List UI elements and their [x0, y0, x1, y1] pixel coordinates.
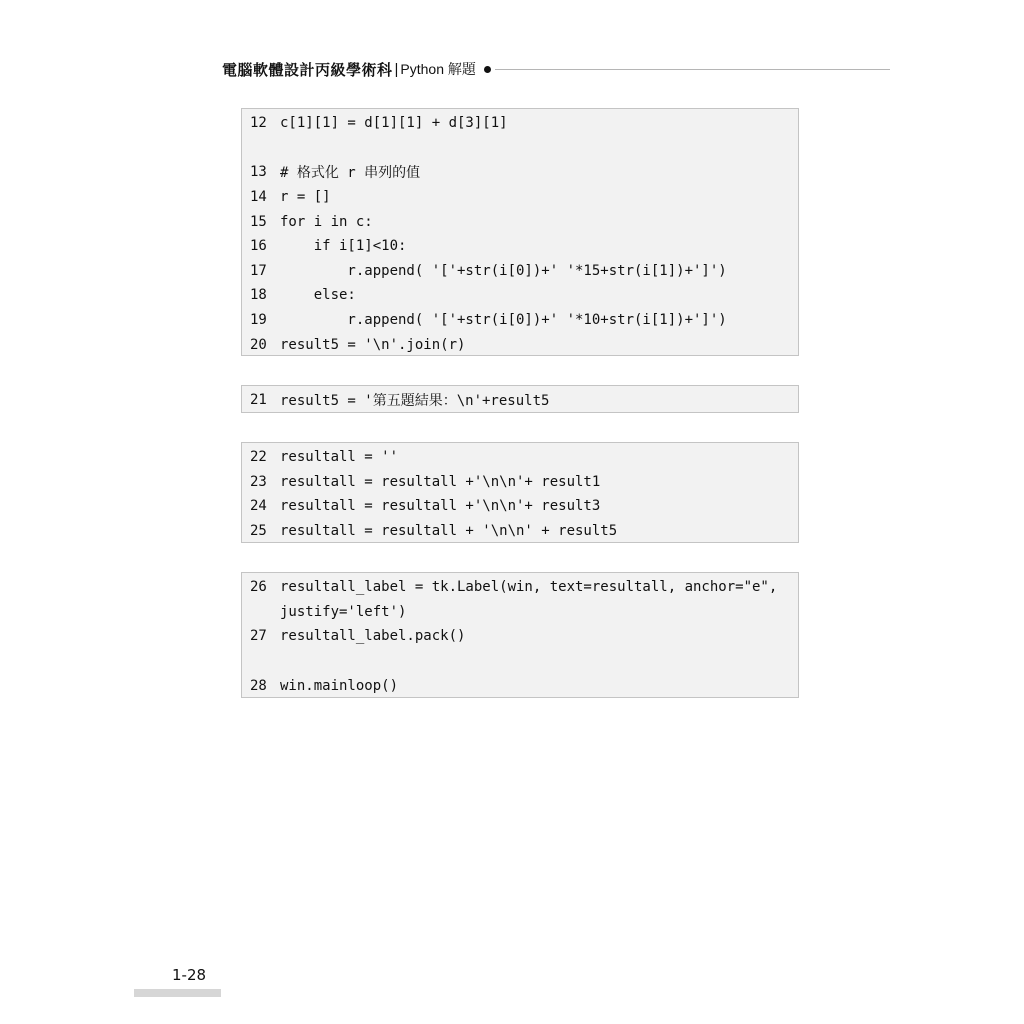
code-text: resultall_label = tk.Label(win, text=resultall, anchor="e", [280, 579, 778, 596]
line-number: 26 [250, 579, 267, 596]
code-text: r = [] [280, 189, 331, 206]
code-block-2 [241, 385, 799, 413]
code-line-blank [242, 136, 798, 161]
code-text: resultall = resultall +'\n\n'+ result1 [280, 473, 601, 490]
line-number: 17 [250, 262, 267, 279]
line-number: 19 [250, 312, 267, 329]
line-number: 27 [250, 628, 267, 645]
line-number: 25 [250, 523, 267, 540]
code-line [242, 185, 798, 210]
section-subtitle: Python 解題 [400, 61, 476, 77]
line-number: 16 [250, 238, 267, 255]
code-line [242, 209, 798, 234]
line-number: 22 [250, 449, 267, 466]
code-text: r.append( '['+str(i[0])+' '*10+str(i[1])+']') [280, 312, 727, 329]
code-line [242, 308, 798, 333]
line-number: 12 [250, 115, 267, 132]
code-text: justify='left') [280, 603, 407, 620]
code-block-4 [241, 572, 799, 698]
line-number: 28 [250, 677, 267, 694]
code-line [242, 494, 798, 519]
code-text: if i[1]<10: [280, 238, 407, 255]
line-number: 24 [250, 498, 267, 515]
page-number: 1-28 [172, 966, 207, 984]
code-line [242, 519, 798, 544]
code-line [242, 234, 798, 259]
line-number: 14 [250, 189, 267, 206]
code-line [242, 283, 798, 308]
code-line [242, 575, 798, 600]
code-line [242, 388, 798, 413]
code-text: resultall_label.pack() [280, 628, 466, 645]
code-line [242, 332, 798, 357]
page-header [222, 58, 890, 80]
line-number: 15 [250, 213, 267, 230]
code-block-1 [241, 108, 799, 356]
code-line [242, 445, 798, 470]
code-line [242, 673, 798, 698]
code-line-continuation [242, 600, 798, 625]
code-text: resultall = resultall +'\n\n'+ result3 [280, 498, 601, 515]
book-title: 電腦軟體設計丙級學術科 [222, 60, 393, 79]
line-number: 21 [250, 392, 267, 409]
code-text: resultall = '' [280, 449, 399, 466]
code-line-blank [242, 649, 798, 674]
code-line [242, 259, 798, 284]
line-number: 13 [250, 164, 267, 181]
code-line [242, 111, 798, 136]
code-text: result5 = '\n'.join(r) [280, 336, 466, 353]
code-text: win.mainloop() [280, 677, 399, 694]
code-line [242, 470, 798, 495]
code-block-3 [241, 442, 799, 543]
line-number: 20 [250, 336, 267, 353]
header-bullet-icon [484, 66, 491, 73]
code-text: r.append( '['+str(i[0])+' '*15+str(i[1])+']') [280, 262, 727, 279]
code-text: for i in c: [280, 213, 373, 230]
code-line [242, 160, 798, 185]
code-text: result5 = '第五題結果：\n'+result5 [280, 393, 550, 410]
code-text: c[1][1] = d[1][1] + d[3][1] [280, 115, 508, 132]
header-rule [495, 69, 890, 70]
code-text: else: [280, 287, 356, 304]
line-number: 18 [250, 287, 267, 304]
title-separator: | [394, 60, 399, 78]
footer-bar [134, 989, 221, 997]
code-comment: # 格式化 r 串列的值 [280, 165, 421, 182]
line-number: 23 [250, 473, 267, 490]
code-line [242, 624, 798, 649]
code-text: resultall = resultall + '\n\n' + result5 [280, 523, 618, 540]
